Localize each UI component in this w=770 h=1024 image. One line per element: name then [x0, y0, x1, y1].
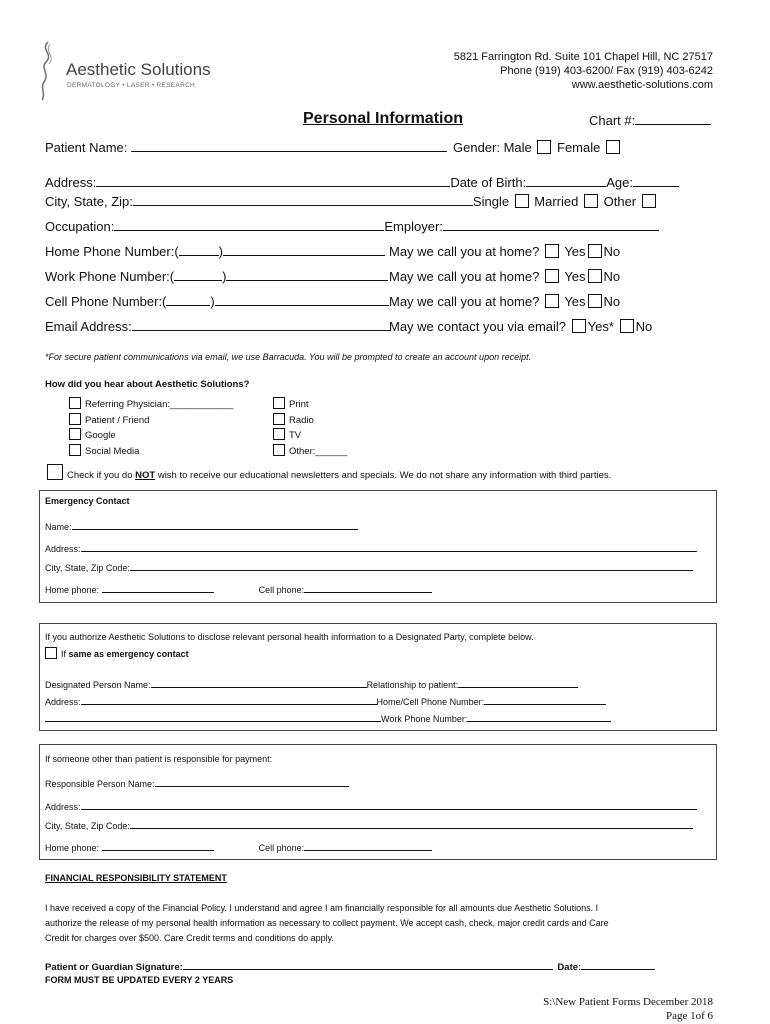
same-as-emergency-label: same as emergency contact	[68, 649, 189, 659]
email-field[interactable]	[132, 319, 390, 331]
work-call-yes-checkbox[interactable]	[545, 269, 559, 283]
referral-options-right	[273, 397, 347, 459]
referral-option[interactable]	[69, 428, 233, 444]
cell-phone-row	[45, 294, 389, 309]
email-contact-row	[389, 319, 652, 334]
gender-male-label: Gender: Male	[453, 140, 532, 155]
gender-row	[453, 140, 622, 155]
referral-option-label: Other:______	[289, 445, 348, 457]
referral-options-left	[69, 397, 233, 459]
work-phone-label: Work Phone Number:	[381, 714, 468, 724]
cell-call-yes-label: Yes	[564, 294, 586, 309]
referral-option[interactable]	[69, 413, 233, 429]
gender-female-label: Female	[557, 140, 601, 155]
city-label: City, State, Zip:	[45, 194, 133, 209]
emergency-address-field[interactable]	[81, 540, 697, 552]
homecell-label: Home/Cell Phone Number:	[376, 697, 485, 707]
referral-option-label: Radio	[289, 414, 314, 426]
payment-cell-label: Cell phone:	[258, 843, 305, 853]
age-field[interactable]	[633, 175, 679, 187]
designated-address-field[interactable]	[81, 693, 377, 705]
occupation-row	[45, 219, 659, 234]
payment-cell-field[interactable]	[304, 839, 432, 851]
emergency-name-label: Name:	[45, 522, 72, 532]
home-call-yes-checkbox[interactable]	[545, 244, 559, 258]
payment-intro: If someone other than patient is responsible for payment:	[45, 754, 273, 764]
single-checkbox[interactable]	[515, 194, 529, 208]
cell-call-no-label: No	[603, 294, 621, 309]
newsletter-checkbox[interactable]	[47, 464, 63, 480]
newsletter-row	[45, 464, 611, 481]
chart-label: Chart #:	[589, 113, 636, 128]
referral-checkbox[interactable]	[69, 413, 81, 425]
chart-number-row	[589, 113, 711, 128]
home-call-question: May we call you at home?	[389, 244, 540, 259]
patient-name-field[interactable]	[131, 140, 447, 152]
newsletter-text: Check if you do	[67, 470, 136, 481]
referral-option[interactable]	[273, 413, 347, 429]
referral-option-label: TV	[289, 430, 302, 441]
cell-call-row	[389, 294, 620, 309]
same-prefix: If	[61, 649, 69, 659]
work-phone-field[interactable]	[226, 269, 388, 281]
brand-tagline: DERMATOLOGY • LASER • RESEARCH	[67, 82, 196, 89]
payment-address-field[interactable]	[81, 798, 697, 810]
date-label: Date:	[557, 962, 582, 973]
payment-address-label: Address:	[45, 802, 81, 812]
logo	[36, 40, 66, 107]
email-no-checkbox[interactable]	[620, 319, 634, 333]
brand-name: Aesthetic Solutions	[66, 60, 211, 79]
payment-person-field[interactable]	[155, 775, 349, 787]
referral-option-label: Google	[85, 430, 116, 441]
email-yes-label: Yes*	[587, 319, 614, 334]
home-phone-paren: )	[218, 244, 224, 259]
patient-name-label: Patient Name:	[45, 140, 128, 155]
work-phone-field-designated[interactable]	[467, 710, 611, 722]
emergency-city-row	[45, 559, 693, 573]
page-title: Personal Information	[303, 110, 464, 127]
footer-page-number: Page 1of 6	[665, 1010, 713, 1022]
emergency-city-field[interactable]	[130, 559, 693, 571]
other-checkbox[interactable]	[642, 194, 656, 208]
employer-field[interactable]	[443, 219, 659, 231]
payment-person-row	[45, 775, 349, 789]
financial-line: authorize the release of my personal health information as necessary to collect payment. We accept cash, check, major credit cards and Care	[45, 918, 609, 928]
signature-field[interactable]	[183, 958, 553, 970]
referral-option-label: Social Media	[85, 445, 140, 457]
email-no-label: No	[635, 319, 653, 334]
emergency-phone-row	[45, 581, 432, 595]
referral-checkbox[interactable]	[69, 428, 81, 440]
referral-checkbox[interactable]	[69, 397, 81, 409]
referral-option[interactable]	[69, 444, 233, 460]
patient-name-row	[45, 140, 447, 155]
email-contact-question: May we contact you via email?	[389, 319, 567, 334]
referral-checkbox[interactable]	[69, 444, 81, 456]
address-row	[45, 175, 679, 190]
referral-option[interactable]	[273, 444, 347, 460]
employer-label: Employer:	[384, 219, 443, 234]
work-call-question: May we call you at home?	[389, 269, 540, 284]
city-field[interactable]	[133, 194, 473, 206]
work-call-yes-label: Yes	[564, 269, 586, 284]
referral-option[interactable]	[69, 397, 233, 413]
designated-intro: If you authorize Aesthetic Solutions to disclose relevant personal health information to a Designated Party, complete below.	[45, 632, 534, 642]
work-call-no-label: No	[603, 269, 621, 284]
clinic-phone: Phone (919) 403-6200/ Fax (919) 403-6242	[500, 65, 713, 77]
referral-option-label: Print	[289, 399, 309, 410]
payment-city-label: City, State, Zip Code:	[45, 821, 130, 831]
designated-person-field[interactable]	[151, 676, 367, 688]
single-label: Single	[472, 194, 510, 209]
home-phone-field[interactable]	[223, 244, 385, 256]
emergency-address-label: Address:	[45, 544, 81, 554]
cell-call-yes-checkbox[interactable]	[545, 294, 559, 308]
age-label: Age:	[606, 175, 633, 190]
payment-home-label: Home phone:	[45, 843, 100, 853]
gender-male-checkbox[interactable]	[537, 140, 551, 154]
emergency-address-row	[45, 540, 697, 554]
address-field[interactable]	[96, 175, 450, 187]
cell-phone-paren: )	[210, 294, 215, 309]
payment-address-row	[45, 798, 697, 812]
home-call-yes-label: Yes	[564, 244, 586, 259]
payment-city-field[interactable]	[130, 817, 693, 829]
clinic-address: 5821 Farrington Rd. Suite 101 Chapel Hill, NC 27517	[453, 51, 713, 63]
cell-call-question: May we call you at home?	[389, 294, 540, 309]
cell-phone-label: Cell Phone Number:(	[45, 294, 167, 309]
clinic-website: www.aesthetic-solutions.com	[571, 79, 713, 91]
home-phone-area-field[interactable]	[179, 244, 219, 256]
signature-row	[45, 958, 655, 973]
referral-question: How did you hear about Aesthetic Solutions?	[45, 379, 250, 390]
newsletter-not: NOT	[135, 470, 156, 481]
date-field[interactable]	[581, 958, 655, 970]
chart-number-field[interactable]	[635, 113, 711, 125]
designated-person-row	[45, 676, 578, 690]
emergency-cell-field[interactable]	[304, 581, 432, 593]
cell-phone-field[interactable]	[215, 294, 389, 306]
referral-option[interactable]	[273, 397, 347, 413]
financial-line: Credit for charges over $500. Care Credit terms and conditions do apply.	[45, 933, 334, 943]
referral-checkbox[interactable]	[273, 428, 285, 440]
designated-address-row	[45, 693, 606, 707]
designated-address-field-2[interactable]	[45, 710, 381, 722]
referral-checkbox[interactable]	[273, 397, 285, 409]
city-row	[45, 194, 658, 209]
same-as-emergency-row	[45, 647, 189, 659]
referral-option-label: Patient / Friend	[85, 414, 150, 426]
referral-checkbox[interactable]	[273, 413, 285, 425]
update-notice: FORM MUST BE UPDATED EVERY 2 YEARS	[45, 975, 234, 985]
occupation-label: Occupation:	[45, 219, 115, 234]
referral-checkbox[interactable]	[273, 444, 285, 456]
designated-person-label: Designated Person Name:	[45, 680, 151, 690]
dob-field[interactable]	[526, 175, 606, 187]
work-phone-label: Work Phone Number:(	[45, 269, 175, 284]
referral-option-label: Referring Physician:____________	[85, 399, 234, 410]
emergency-home-field[interactable]	[102, 581, 214, 593]
payment-home-field[interactable]	[102, 839, 214, 851]
married-checkbox[interactable]	[584, 194, 598, 208]
address-label: Address:	[45, 175, 97, 190]
email-label: Email Address:	[45, 319, 132, 334]
emergency-cell-label: Cell phone:	[258, 585, 305, 595]
payment-person-label: Responsible Person Name:	[45, 779, 155, 789]
designated-address-label: Address:	[45, 697, 81, 707]
same-as-emergency-checkbox[interactable]	[45, 647, 57, 659]
home-call-no-label: No	[603, 244, 621, 259]
home-phone-row	[45, 244, 385, 259]
payment-phone-row	[45, 839, 432, 853]
financial-line: I have received a copy of the Financial Policy. I understand and agree I am financially responsible for all amounts due Aesthetic Solutions. I	[45, 903, 599, 913]
cell-phone-area-field[interactable]	[166, 294, 210, 306]
financial-title: FINANCIAL RESPONSIBILITY STATEMENT	[45, 873, 227, 883]
emergency-home-label: Home phone:	[45, 585, 100, 595]
work-phone-row	[45, 269, 388, 284]
emergency-city-label: City, State, Zip Code:	[45, 563, 130, 573]
email-yes-checkbox[interactable]	[572, 319, 586, 333]
relationship-field[interactable]	[458, 676, 578, 688]
signature-label: Patient or Guardian Signature:	[45, 962, 183, 973]
dob-label: Date of Birth:	[450, 175, 527, 190]
referral-option[interactable]	[273, 428, 347, 444]
cell-call-no-checkbox[interactable]	[588, 294, 602, 308]
financial-text	[45, 901, 609, 946]
home-call-no-checkbox[interactable]	[588, 244, 602, 258]
work-phone-paren: )	[222, 269, 227, 284]
footer-form-path: S:\New Patient Forms December 2018	[543, 996, 713, 1008]
designated-work-row	[45, 710, 611, 724]
relationship-label: Relationship to patient:	[366, 680, 459, 690]
emergency-title: Emergency Contact	[45, 496, 130, 506]
work-call-row	[389, 269, 620, 284]
work-call-no-checkbox[interactable]	[588, 269, 602, 283]
emergency-name-field[interactable]	[72, 518, 358, 530]
occupation-field[interactable]	[114, 219, 384, 231]
home-call-row	[389, 244, 620, 259]
newsletter-text-rest: wish to receive our educational newsletters and specials. We do not share any information with third parties.	[155, 470, 612, 481]
work-phone-area-field[interactable]	[174, 269, 222, 281]
married-label: Married	[534, 194, 579, 209]
payment-city-row	[45, 817, 693, 831]
logo-mark-icon	[36, 40, 66, 102]
homecell-field[interactable]	[484, 693, 606, 705]
home-phone-label: Home Phone Number:(	[45, 244, 179, 259]
emergency-name-row	[45, 518, 358, 532]
email-note: *For secure patient communications via email, we use Barracuda. You will be prompted to create an account upon receipt.	[45, 352, 532, 362]
other-label: Other	[603, 194, 637, 209]
email-row	[45, 319, 390, 334]
gender-female-checkbox[interactable]	[606, 140, 620, 154]
